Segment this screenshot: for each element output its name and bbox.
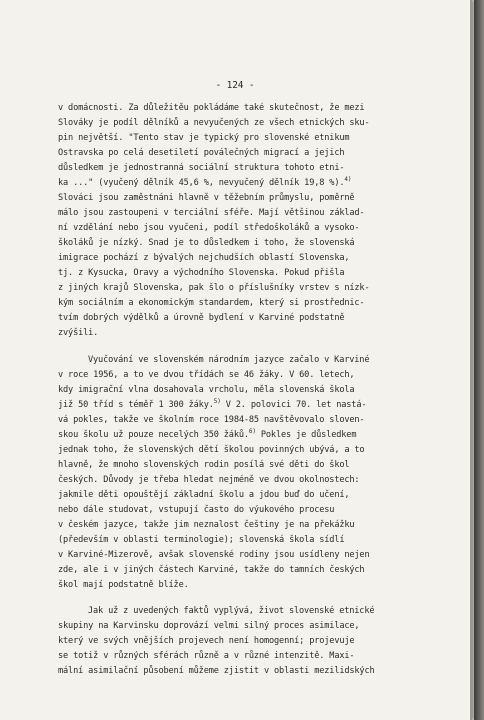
text-line <box>58 368 458 383</box>
text-line <box>58 518 458 533</box>
text-line <box>58 146 458 161</box>
line-text: jednak toho, že slovenských dětí školou povinných ubývá, a to <box>58 444 365 455</box>
text-line <box>58 619 458 634</box>
page-number: - 124 - <box>215 80 255 91</box>
paragraph <box>58 604 458 679</box>
text-line <box>58 664 458 679</box>
footnote-marker: 4) <box>344 176 352 183</box>
body-text <box>58 101 458 679</box>
line-text-continued: V 2. polovici 70. let nastá- <box>220 399 367 410</box>
text-line <box>58 116 458 131</box>
text-line <box>58 604 458 619</box>
line-text: v českém jazyce, takže jim neznalost češtiny je na překážku <box>58 519 355 530</box>
line-text: Ostravska po celá desetiletí poválečných migrací a jejich <box>58 148 345 158</box>
footnote-marker: 6) <box>248 427 256 435</box>
text-line <box>58 251 458 266</box>
text-line <box>58 398 458 413</box>
line-text: českých. Důvody je třeba hledat nejméně ve dvou okolnostech: <box>58 474 360 485</box>
line-text: se totiž v různých sférách různě a v různé intenzitě. Maxi- <box>58 651 355 661</box>
text-line <box>58 563 458 578</box>
text-line <box>58 206 458 221</box>
paragraph <box>58 353 458 593</box>
paragraph-gap <box>58 341 458 353</box>
line-text: tvím dobrých výdělků a úrovně bydlení v Karviné podstatně <box>58 313 345 323</box>
text-line <box>58 488 458 503</box>
text-line <box>58 311 458 326</box>
text-line <box>58 131 458 146</box>
text-line <box>58 353 458 368</box>
line-text: důsledkem je jednostranná sociální struktura tohoto etni- <box>58 163 345 173</box>
text-line <box>58 533 458 548</box>
line-text: Slováci jsou zaměstnáni hlavně v těžebním průmyslu, poměrně <box>58 193 355 203</box>
text-line <box>58 428 458 443</box>
text-line <box>58 176 458 191</box>
line-text: (především v oblasti terminologie); slovenská škola sídlí <box>58 534 345 545</box>
line-text: skupiny na Karvinsku doprovází velmi silný proces asimilace, <box>58 621 360 631</box>
text-line <box>58 281 458 296</box>
text-line <box>58 458 458 473</box>
line-text: vá pokles, takže ve školním roce 1984-85 navštěvovalo sloven- <box>58 414 365 425</box>
text-line <box>58 383 458 398</box>
line-text: Slováky je podíl dělníků a nevyučených ze všech etnických sku- <box>58 118 370 128</box>
line-text: v roce 1956, a to ve dvou třídách se 46 žáky. V 60. letech, <box>58 369 355 380</box>
line-text: skou školu už pouze necelých 350 žáků. <box>58 429 249 440</box>
text-line <box>58 161 458 176</box>
text-line <box>58 503 458 518</box>
text-line <box>58 101 458 116</box>
line-text: již 50 tříd s téměř 1 300 žáky. <box>58 399 214 410</box>
line-text: z jiných krajů Slovenska, pak šlo o příslušníky vrstev s nízk- <box>58 283 370 293</box>
line-text-continued: Pokles je důsledkem <box>255 429 357 440</box>
text-line <box>58 649 458 664</box>
line-text: ní vzdělání nebo jsou vyučeni, podíl středoškoláků a vysoko- <box>58 223 360 233</box>
paragraph-gap <box>58 593 458 605</box>
line-text: zde, ale i v jiných částech Karviné, takže do tamních českých <box>58 564 365 575</box>
line-text: škol mají podstatně blíže. <box>58 579 189 590</box>
line-text: ka ..." (vyučený dělník 45,6 %, nevyučený dělník 19,8 %). <box>58 178 345 188</box>
text-line <box>58 634 458 649</box>
text-line <box>58 236 458 251</box>
line-text: Jak už z uvedených faktů vyplývá, život slovenské etnické <box>88 606 375 616</box>
text-line <box>58 266 458 281</box>
line-text: zvýšili. <box>58 328 99 338</box>
line-text: mální asimilační působení můžeme zjistit v oblasti mezilidských <box>58 666 375 676</box>
line-text: pin největší. "Tento stav je typický pro slovenské etnikum <box>58 133 350 143</box>
paragraph <box>58 101 458 341</box>
line-text: hlavně, že mnoho slovenských rodin posílá své děti do škol <box>58 459 350 470</box>
line-text: v Karviné-Mizerově, avšak slovenské rodiny jsou usídleny nejen <box>58 549 370 560</box>
line-text: školáků je nízký. Snad je to důsledkem i toho, že slovenská <box>58 238 355 248</box>
line-text: málo jsou zastoupeni v terciální sféře. Mají většinou základ- <box>58 208 365 218</box>
line-text: tj. z Kysucka, Oravy a východního Slovenska. Pokud přišla <box>58 268 345 278</box>
line-text: Vyučování ve slovenském národním jazyce začalo v Karviné <box>88 354 370 365</box>
line-text: v domácnosti. Za důležitěu pokládáme také skutečnost, že mezi <box>58 103 365 113</box>
page-edge-shadow <box>474 0 484 720</box>
text-line <box>58 221 458 236</box>
line-text: kdy imigrační vlna dosahovala vrcholu, měla slovenská škola <box>58 384 355 395</box>
footnote-marker: 5) <box>213 397 221 405</box>
text-line <box>58 548 458 563</box>
line-text: kým sociálním a ekonomickým standardem, který si prostřednic- <box>58 298 365 308</box>
text-line <box>58 443 458 458</box>
text-line <box>58 413 458 428</box>
line-text: imigrace pochází z bývalých nejchudších oblastí Slovenska, <box>58 253 350 263</box>
text-line <box>58 191 458 206</box>
text-line <box>58 578 458 593</box>
line-text: jakmile děti opouštějí základní školu a jdou buď do učení, <box>58 489 350 500</box>
line-text: který ve svých vnějších projevech není homogenní; projevuje <box>58 636 355 646</box>
text-line <box>58 326 458 341</box>
text-line <box>58 296 458 311</box>
line-text: nebo dále studovat, vstupují často do výukového procesu <box>58 504 335 515</box>
text-line <box>58 473 458 488</box>
